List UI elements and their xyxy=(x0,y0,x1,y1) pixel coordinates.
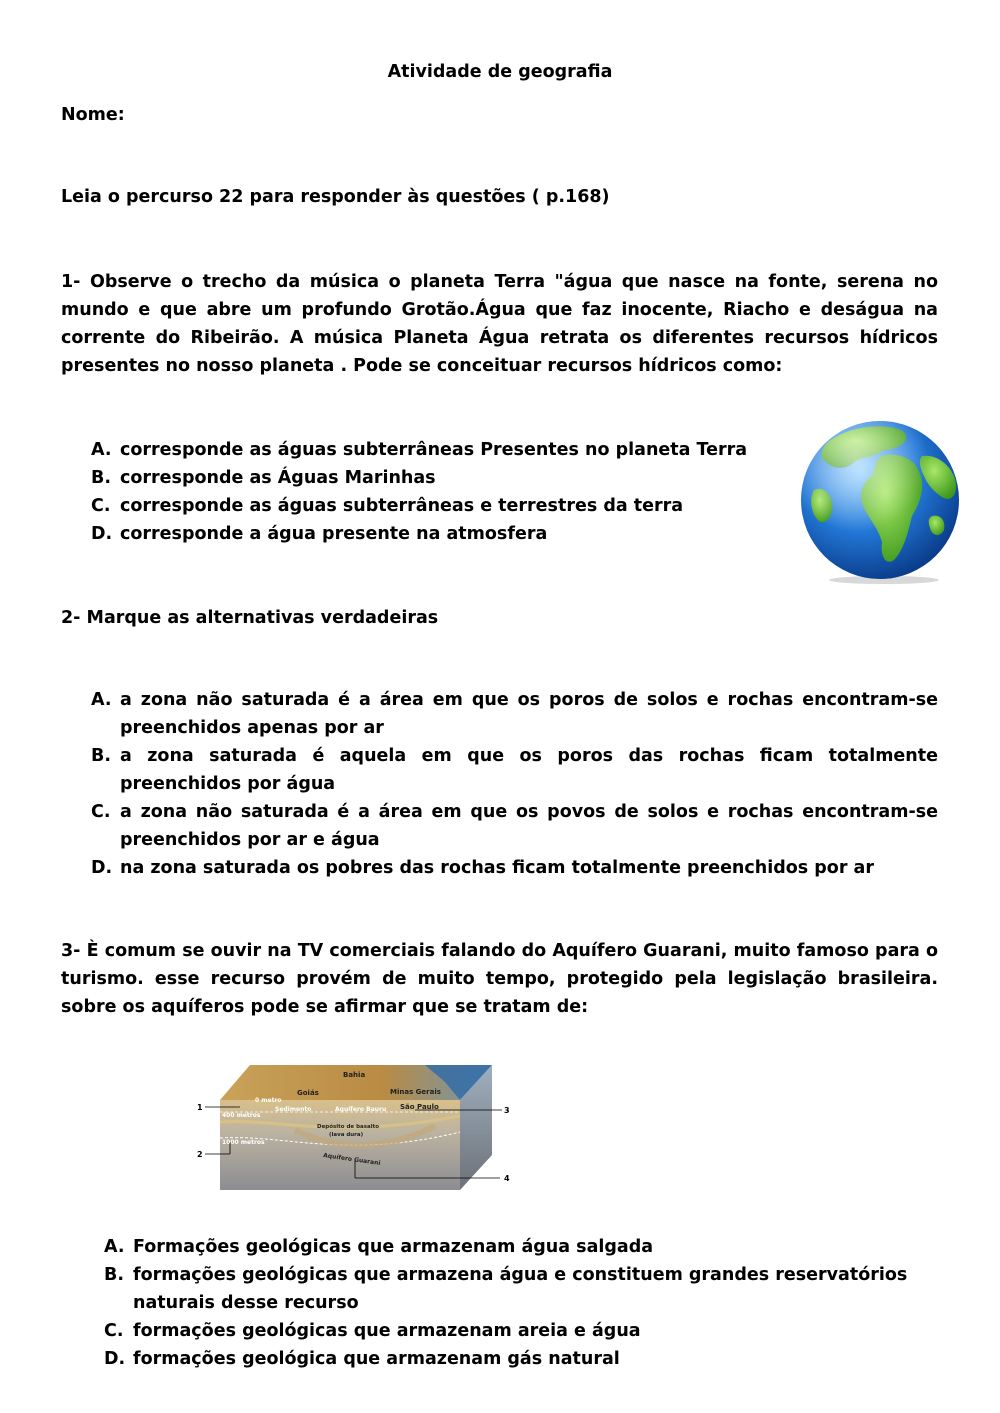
question-3-text: 3- È comum se ouvir na TV comerciais falando do Aquífero Guarani, muito famoso para o turismo. esse recurso provém de muito tempo, protegido pela legislação brasileira. sobre os aquíferos pode se afirmar que se tratam de: xyxy=(61,941,938,1017)
label-sedimento: Sedimento xyxy=(275,1106,312,1113)
question-2-option-b[interactable]: B. a zona saturada é aquela em que os poros das rochas ficam totalmente preenchidos por água xyxy=(91,746,938,794)
question-3-option-a[interactable]: A. Formações geológicas que armazenam água salgada xyxy=(104,1237,654,1257)
label-goias: Goiás xyxy=(297,1089,319,1097)
label-400-metros: 400 metros xyxy=(222,1112,261,1119)
label-number-2: 2 xyxy=(197,1150,203,1159)
question-2-option-d[interactable]: D. na zona saturada os pobres das rochas ficam totalmente preenchidos por ar xyxy=(91,858,874,878)
question-2-options xyxy=(91,686,938,882)
label-deposito-basalto: Depósito de basalto xyxy=(317,1124,380,1130)
label-sao-paulo: São Paulo xyxy=(400,1103,439,1111)
page-title: Atividade de geografia xyxy=(387,62,613,82)
label-number-4: 4 xyxy=(504,1174,510,1183)
question-2-text: 2- Marque as alternativas verdadeiras xyxy=(61,608,439,628)
earth-globe-icon xyxy=(800,420,960,585)
label-1000-metros: 1000 metros xyxy=(222,1139,265,1146)
question-3-option-b[interactable]: B. formações geológicas que armazena água e constituem grandes reservatórios naturais desse recurso xyxy=(104,1265,908,1313)
label-aquifero-bauru: Aquífero Bauru xyxy=(335,1106,387,1113)
label-zero-metro: 0 metro xyxy=(255,1097,282,1104)
question-1-option-c[interactable]: C. corresponde as águas subterrâneas e terrestres da terra xyxy=(91,496,684,516)
instruction-text: Leia o percurso 22 para responder às questões ( p.168) xyxy=(61,187,610,207)
question-3-options xyxy=(104,1233,934,1373)
question-1-option-b[interactable]: B. corresponde as Águas Marinhas xyxy=(91,468,436,488)
label-aquifero-guarani: Aquífero Guarani xyxy=(322,1152,381,1168)
label-lava-dura: (lava dura) xyxy=(329,1132,364,1138)
label-number-3: 3 xyxy=(504,1106,510,1115)
name-label: Nome: xyxy=(61,105,125,125)
question-2-option-c[interactable]: C. a zona não saturada é a área em que os povos de solos e rochas encontram-se preenchidos por ar e água xyxy=(91,802,938,850)
label-number-1: 1 xyxy=(197,1103,203,1112)
question-3-option-d[interactable]: D. formações geológica que armazenam gás natural xyxy=(104,1349,620,1369)
question-1-options xyxy=(91,436,791,548)
aquifer-diagram xyxy=(195,1060,515,1195)
label-bahia: Bahia xyxy=(343,1071,366,1079)
label-minas-gerais: Minas Gerais xyxy=(390,1088,441,1096)
question-1-option-d[interactable]: D. corresponde a água presente na atmosfera xyxy=(91,524,548,544)
question-3-option-c[interactable]: C. formações geológicas que armazenam areia e água xyxy=(104,1321,641,1341)
question-2-option-a[interactable]: A. a zona não saturada é a área em que os poros de solos e rochas encontram-se preenchidos apenas por ar xyxy=(91,690,938,738)
question-1-text: 1- Observe o trecho da música o planeta Terra "água que nasce na fonte, serena no mundo e que abre um profundo Grotão.Água que faz inocente, Riacho e deságua na corrente do Ribeirão. A música Planeta Água retrata os diferentes recursos hídricos presentes no nosso planeta . Pode se conceituar recursos hídricos como: xyxy=(61,272,938,376)
question-1-option-a[interactable]: A. corresponde as águas subterrâneas Presentes no planeta Terra xyxy=(91,440,748,460)
